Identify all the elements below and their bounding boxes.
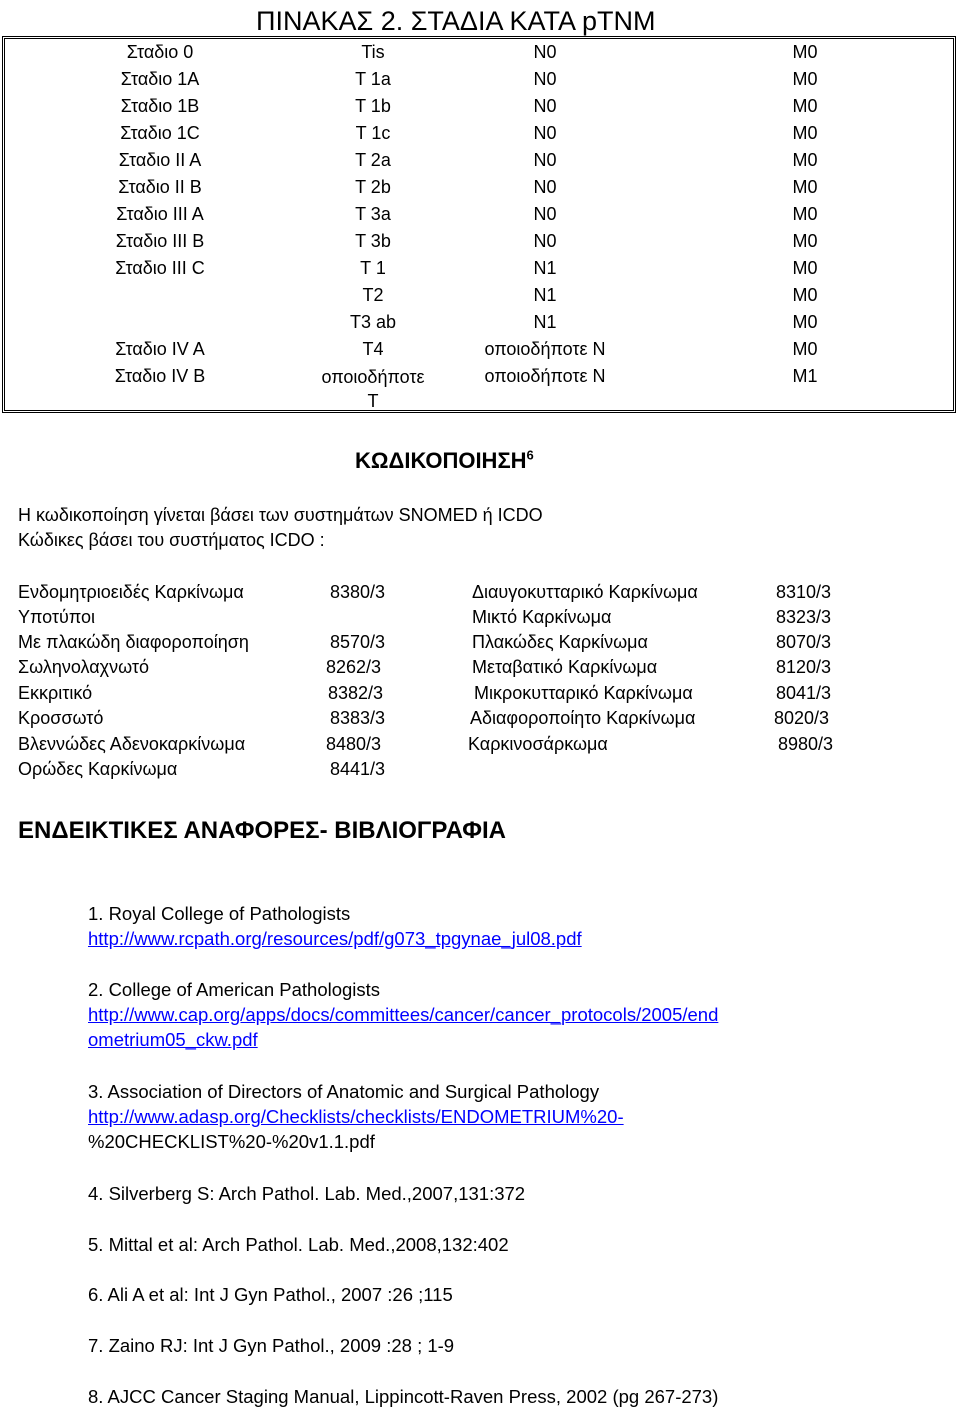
table-row (5, 147, 953, 173)
table-row (5, 309, 953, 335)
coding-line-1: Η κωδικοποίηση γίνεται βάσει των συστημάτων SNOMED ή ICDO (18, 505, 543, 525)
code-value: 8480/3 (326, 734, 382, 754)
n-cell: N0 (533, 177, 557, 197)
coding-line-2: Κώδικες βάσει του συστήματος ICDO : (18, 530, 325, 550)
code-value: 8310/3 (776, 582, 832, 602)
coding-title (355, 448, 534, 474)
m-cell: M0 (792, 339, 818, 359)
t-cell: T 3a (355, 204, 391, 224)
reference-link[interactable] (88, 1002, 718, 1052)
reference-link[interactable]: http://www.adasp.org/Checklists/checklists/ENDOMETRIUM%20- (88, 1106, 624, 1127)
n-cell: οποιοδήποτε N (484, 339, 606, 359)
table-row (5, 66, 953, 92)
reference-item: 8. AJCC Cancer Staging Manual, Lippincott-Raven Press, 2002 (pg 267-273) (88, 1386, 719, 1407)
stage-cell: Σταδιο III A (116, 204, 204, 224)
t-cell: T 3b (355, 231, 391, 251)
code-name: Πλακώδες Καρκίνωμα (472, 632, 648, 652)
m-cell: M0 (792, 204, 818, 224)
t-cell: Tis (361, 42, 385, 62)
code-name: Σωληνολαχνωτό (18, 657, 150, 677)
reference-text: 3. Association of Directors of Anatomic and Surgical Pathology (88, 1081, 600, 1102)
table-row (5, 93, 953, 119)
t-cell: T4 (362, 339, 384, 359)
t-cell: T3 ab (349, 312, 397, 332)
t-cell: T 1b (355, 96, 391, 116)
n-cell: N0 (533, 204, 557, 224)
table-title: ΠΙΝΑΚΑΣ 2. ΣΤΑΔΙΑ ΚΑΤΑ pTNM (256, 6, 656, 36)
code-name: Ορώδες Καρκίνωμα (18, 759, 178, 779)
n-cell: N0 (533, 231, 557, 251)
coding-title-text: ΚΩΔΙΚΟΠΟΙΗΣΗ (355, 448, 527, 473)
m-cell: M1 (792, 366, 818, 386)
m-cell: M0 (792, 258, 818, 278)
code-name: Βλεννώδες Αδενοκαρκίνωμα (18, 734, 246, 754)
code-value: 8120/3 (776, 657, 832, 677)
table-row (5, 228, 953, 254)
footnote-number: 6 (526, 447, 534, 463)
n-cell: N0 (533, 150, 557, 170)
m-cell: M0 (792, 312, 818, 332)
stage-cell: Σταδιο III C (115, 258, 205, 278)
code-value: 8070/3 (776, 632, 832, 652)
n-cell: N1 (533, 312, 557, 332)
table-row (5, 201, 953, 227)
reference-link-tail: %20CHECKLIST%20-%20v1.1.pdf (88, 1131, 375, 1152)
t-cell (293, 365, 453, 413)
stage-cell: Σταδιο II A (118, 150, 202, 170)
table-row (5, 255, 953, 281)
code-name: Ενδομητριοειδές Καρκίνωμα (18, 582, 244, 602)
reference-text: 2. College of American Pathologists (88, 979, 381, 1000)
code-name: Μεταβατικό Καρκίνωμα (472, 657, 658, 677)
table-row (5, 336, 953, 362)
t-cell: T 1a (355, 69, 391, 89)
code-name: Με πλακώδη διαφοροποίηση (18, 632, 249, 652)
t-cell: T2 (362, 285, 384, 305)
reference-item (88, 1079, 624, 1154)
code-value: 8323/3 (776, 607, 832, 627)
n-cell: N1 (533, 285, 557, 305)
code-value: 8262/3 (326, 657, 382, 677)
stage-cell: Σταδιο 1C (120, 123, 200, 143)
reference-item: 5. Mittal et al: Arch Pathol. Lab. Med.,2008,132:402 (88, 1234, 509, 1255)
m-cell: M0 (792, 69, 818, 89)
n-cell: οποιοδήποτε N (484, 366, 606, 386)
m-cell: M0 (792, 150, 818, 170)
m-cell: M0 (792, 123, 818, 143)
n-cell: N1 (533, 258, 557, 278)
reference-link[interactable]: http://www.rcpath.org/resources/pdf/g073_tpgynae_jul08.pdf (88, 928, 582, 949)
code-value: 8980/3 (778, 734, 834, 754)
m-cell: M0 (792, 42, 818, 62)
code-value: 8570/3 (330, 632, 386, 652)
code-value: 8041/3 (776, 683, 832, 703)
reference-item: 6. Ali A et al: Int J Gyn Pathol., 2007 :26 ;115 (88, 1284, 453, 1305)
reference-item (88, 901, 582, 951)
code-value: 8020/3 (774, 708, 830, 728)
code-value: 8382/3 (328, 683, 384, 703)
reference-item: 4. Silverberg S: Arch Pathol. Lab. Med.,2007,131:372 (88, 1183, 526, 1204)
references-title: ΕΝΔΕΙΚΤΙΚΕΣ ΑΝΑΦΟΡΕΣ- ΒΙΒΛΙΟΓΡΑΦΙΑ (18, 817, 506, 844)
stage-table (2, 36, 956, 413)
table-row (5, 120, 953, 146)
n-cell: N0 (533, 96, 557, 116)
reference-item: 7. Zaino RJ: Int J Gyn Pathol., 2009 :28 ; 1-9 (88, 1335, 455, 1356)
stage-cell: Σταδιο IV B (114, 366, 206, 386)
stage-cell: Σταδιο IV A (115, 339, 205, 359)
n-cell: N0 (533, 42, 557, 62)
m-cell: M0 (792, 96, 818, 116)
stage-cell: Σταδιο III B (115, 231, 205, 251)
reference-item (88, 977, 718, 1052)
t-cell: T 2b (355, 177, 391, 197)
code-name: Μικτό Καρκίνωμα (472, 607, 612, 627)
code-name: Κροσσωτό (18, 708, 104, 728)
code-name: Υποτύποι (18, 607, 96, 627)
code-value: 8441/3 (330, 759, 386, 779)
code-name: Εκκριτικό (18, 683, 93, 703)
stage-cell: Σταδιο 1B (120, 96, 200, 116)
t-cell-line: οποιοδήποτε (321, 367, 425, 387)
m-cell: M0 (792, 231, 818, 251)
code-name: Μικροκυτταρικό Καρκίνωμα (474, 683, 693, 703)
reference-text: 1. Royal College of Pathologists (88, 903, 351, 924)
n-cell: N0 (533, 123, 557, 143)
code-value: 8380/3 (330, 582, 386, 602)
m-cell: M0 (792, 285, 818, 305)
stage-cell: Σταδιο 0 (126, 42, 194, 62)
table-row (5, 39, 953, 65)
table-row (5, 363, 953, 411)
code-name: Αδιαφοροποίητο Καρκίνωμα (470, 708, 696, 728)
t-cell: T 2a (355, 150, 391, 170)
table-row (5, 282, 953, 308)
t-cell: T 1 (360, 258, 386, 278)
reference-link-line: http://www.cap.org/apps/docs/committees/cancer/cancer_protocols/2005/end (88, 1004, 719, 1025)
t-cell-line: T (367, 391, 379, 411)
code-value: 8383/3 (330, 708, 386, 728)
n-cell: N0 (533, 69, 557, 89)
t-cell: T 1c (355, 123, 391, 143)
stage-cell: Σταδιο 1A (120, 69, 200, 89)
stage-cell: Σταδιο II B (118, 177, 202, 197)
reference-link-line: ometrium05_ckw.pdf (88, 1029, 258, 1050)
table-row (5, 174, 953, 200)
code-name: Καρκινοσάρκωμα (468, 734, 608, 754)
code-name: Διαυγοκυτταρικό Καρκίνωμα (472, 582, 698, 602)
m-cell: M0 (792, 177, 818, 197)
